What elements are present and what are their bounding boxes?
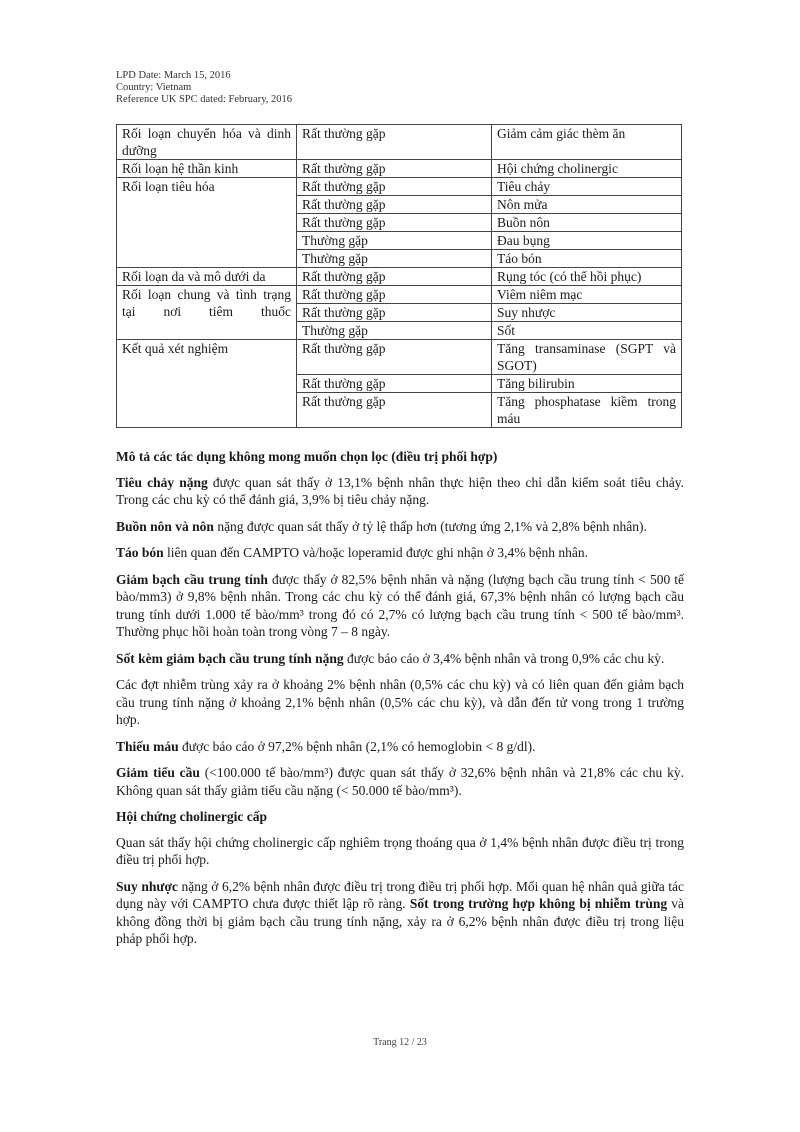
adverse-effects-table (116, 124, 682, 428)
reference: Reference UK SPC dated: February, 2016 (116, 94, 293, 105)
paragraph-text: được báo cáo ở 97,2% bệnh nhân (2,1% có hemoglobin < 8 g/dl). (178, 738, 536, 754)
table-row (117, 340, 682, 375)
term: Táo bón (116, 545, 164, 560)
effect-cell: Tăng bilirubin (492, 375, 682, 393)
organ-system-cell: Kết quả xét nghiệm (117, 340, 297, 428)
effect-cell: Hội chứng cholinergic (492, 160, 682, 178)
paragraph-text: và không đồng thời bị giảm bạch cầu trung tính nặng, xảy ra ở 6,2% bệnh nhân được điều trị trong liệu pháp phối hợp. (116, 896, 684, 946)
effect-cell: Táo bón (492, 250, 682, 268)
frequency-cell: Thường gặp (297, 232, 492, 250)
paragraph-text: (<100.000 tế bào/mm³) được quan sát thấy ở 32,6% bệnh nhân và 21,8% các chu kỳ. Không quan sát thấy giảm tiểu cầu nặng (< 50.000 tế bào/mm³). (116, 765, 684, 798)
frequency-cell: Rất thường gặp (297, 268, 492, 286)
frequency-cell: Rất thường gặp (297, 393, 492, 428)
paragraph-severe-diarrhea (116, 474, 684, 509)
section-heading: Hội chứng cholinergic cấp (116, 809, 267, 824)
paragraph-text: được quan sát thấy ở 13,1% bệnh nhân thực hiện theo chỉ dẫn kiểm soát tiêu chảy. Trong các chu kỳ có thể đánh giá, 3,9% bị tiêu chảy nặng. (116, 474, 684, 507)
effect-cell: Giảm cảm giác thèm ăn (492, 125, 682, 160)
paragraph-text: nặng ở 6,2% bệnh nhân được điều trị trong điều trị phối hợp. Mối quan hệ nhân quả giữa tác dụng này với CAMPTO chưa được thiết lập rõ ràng. (116, 878, 684, 911)
document-header (116, 70, 292, 106)
effect-cell: Tăng phosphatase kiềm trong máu (492, 393, 682, 428)
organ-system-cell: Rối loạn chung và tình trạng tại nơi tiêm thuốc (117, 286, 297, 340)
paragraph-thrombocytopenia (116, 764, 684, 799)
table-row (117, 178, 682, 196)
organ-system-cell: Rối loạn hệ thần kinh (117, 160, 297, 178)
frequency-cell: Rất thường gặp (297, 196, 492, 214)
effect-cell: Nôn mửa (492, 196, 682, 214)
table-row (117, 286, 682, 304)
effect-cell: Rụng tóc (có thể hồi phục) (492, 268, 682, 286)
frequency-cell: Rất thường gặp (297, 125, 492, 160)
term: Thiếu máu (116, 738, 179, 754)
term: Tiêu chảy nặng (116, 474, 208, 490)
effect-cell: Tăng transaminase (SGPT và SGOT) (492, 340, 682, 375)
paragraph-febrile-neutropenia (116, 650, 684, 668)
paragraph-text: được thấy ở 82,5% bệnh nhân và nặng (lượng bạch cầu trung tính < 500 tế bào/mm3) ở 9,8% bệnh nhân. Trong các chu kỳ có thể đánh giá, 67,3% bệnh nhân có lượng bạch cầu trung tính dưới 1.000 tế bào/mm³ trong đó có 2,7% có lượng bạch cầu trung tính < 500 tế bào/mm³. Thường phục hồi hoàn toàn trong vòng 7 – 8 ngày. (116, 571, 684, 639)
effect-cell: Suy nhược (492, 304, 682, 322)
table-row (117, 268, 682, 286)
table-row (117, 125, 682, 160)
paragraph-infections: Các đợt nhiễm trùng xảy ra ở khoảng 2% bệnh nhân (0,5% các chu kỳ) và có liên quan đến giảm bạch cầu trung tính nặng ở khoảng 2,1% bệnh nhân (0,5% các chu kỳ), và dẫn đến tử vong trong 1 trường hợp. (116, 677, 684, 727)
paragraph-cholinergic: Quan sát thấy hội chứng cholinergic cấp nghiêm trọng thoáng qua ở 1,4% bệnh nhân được điều trị trong điều trị phối hợp. (116, 834, 684, 867)
term: Buồn nôn và nôn (116, 518, 214, 534)
frequency-cell: Thường gặp (297, 250, 492, 268)
country: Country: Vietnam (116, 82, 192, 93)
effect-cell: Buồn nôn (492, 214, 682, 232)
frequency-cell: Rất thường gặp (297, 286, 492, 304)
section-heading: Mô tả các tác dụng không mong muốn chọn lọc (điều trị phối hợp) (116, 449, 498, 464)
organ-system-cell: Rối loạn chuyển hóa và dinh dưỡng (117, 125, 297, 160)
table-row (117, 160, 682, 178)
paragraph-text: nặng được quan sát thấy ở tỷ lệ thấp hơn (tương ứng 2,1% và 2,8% bệnh nhân). (213, 518, 647, 534)
effect-cell: Sốt (492, 322, 682, 340)
effect-cell: Đau bụng (492, 232, 682, 250)
effect-cell: Viêm niêm mạc (492, 286, 682, 304)
term: Giảm bạch cầu trung tính (116, 571, 268, 587)
frequency-cell: Rất thường gặp (297, 178, 492, 196)
paragraph-anemia (116, 738, 684, 756)
document-body (116, 448, 684, 957)
paragraph-asthenia (116, 878, 684, 948)
organ-system-cell: Rối loạn da và mô dưới da (117, 268, 297, 286)
organ-system-cell: Rối loạn tiêu hóa (117, 178, 297, 268)
page-number: Trang 12 / 23 (373, 1037, 427, 1048)
frequency-cell: Thường gặp (297, 322, 492, 340)
frequency-cell: Rất thường gặp (297, 160, 492, 178)
paragraph-neutropenia (116, 571, 684, 641)
paragraph-text: được báo cáo ở 3,4% bệnh nhân và trong 0,9% các chu kỳ. (343, 650, 665, 666)
frequency-cell: Rất thường gặp (297, 304, 492, 322)
term: Sốt trong trường hợp không bị nhiễm trùng (409, 896, 668, 911)
paragraph-constipation (116, 544, 684, 562)
lpd-date: LPD Date: March 15, 2016 (116, 70, 231, 81)
term: Sốt kèm giảm bạch cầu trung tính nặng (116, 650, 344, 666)
term: Suy nhược (116, 878, 178, 894)
term: Giảm tiểu cầu (116, 765, 200, 780)
effect-cell: Tiêu chảy (492, 178, 682, 196)
frequency-cell: Rất thường gặp (297, 214, 492, 232)
frequency-cell: Rất thường gặp (297, 375, 492, 393)
frequency-cell: Rất thường gặp (297, 340, 492, 375)
paragraph-nausea (116, 518, 684, 536)
paragraph-text: liên quan đến CAMPTO và/hoặc loperamid được ghi nhận ở 3,4% bệnh nhân. (163, 545, 589, 560)
